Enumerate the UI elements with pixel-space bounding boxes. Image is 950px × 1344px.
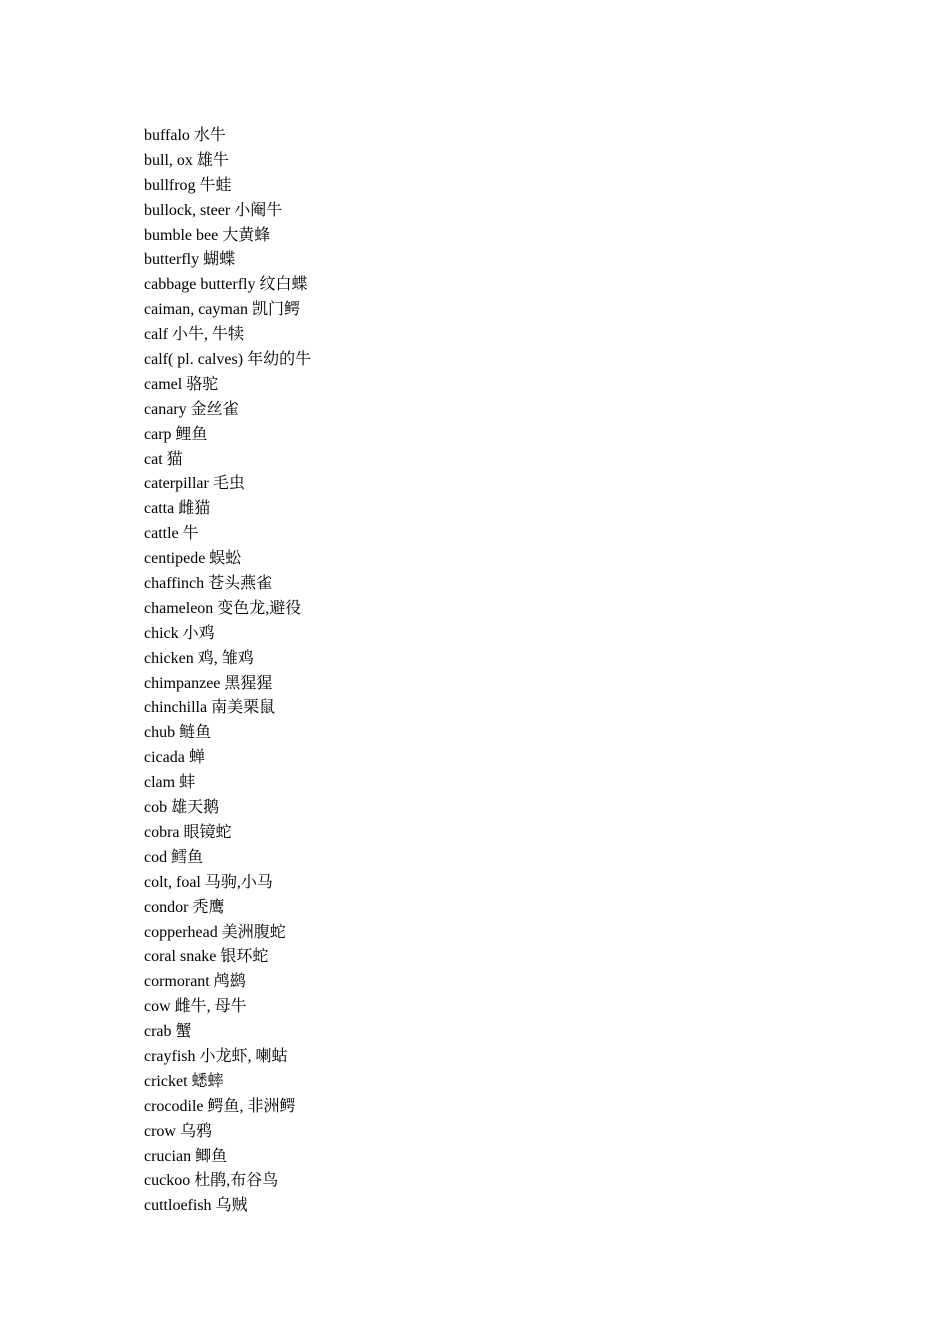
chinese-translation: 乌贼 [215,1197,248,1215]
english-term: centipede [144,550,206,568]
english-term: cabbage butterfly [144,276,256,294]
chinese-translation: 牛 [182,525,199,543]
english-term: buffalo [144,127,190,144]
vocabulary-entry [144,696,311,721]
chinese-translation: 鲢鱼 [179,724,212,742]
chinese-translation: 银环蛇 [220,948,269,966]
chinese-translation: 金丝雀 [190,400,239,418]
vocabulary-entry [144,771,311,796]
chinese-translation: 黑猩猩 [224,674,273,692]
english-term: caiman, cayman [144,301,248,319]
vocabulary-entry [144,323,311,348]
vocabulary-entry [144,1045,311,1070]
vocabulary-entry [144,472,311,497]
english-term: catta [144,500,175,518]
chinese-translation: 雌牛, 母牛 [174,998,247,1016]
vocabulary-entry [144,1070,311,1095]
english-term: bullfrog [144,176,196,194]
chinese-translation: 小阉牛 [234,201,283,219]
chinese-translation: 马驹,小马 [204,873,273,891]
vocabulary-entry [144,1194,311,1219]
english-term: calf( pl. calves) [144,351,244,369]
english-term: carp [144,425,172,443]
chinese-translation: 大黄蜂 [222,226,271,244]
chinese-translation: 杜鹃,布谷鸟 [194,1172,279,1190]
english-term: bull, ox [144,151,193,169]
chinese-translation: 蝴蝶 [203,251,236,269]
chinese-translation: 鸬鹚 [213,973,246,991]
chinese-translation: 年幼的牛 [247,351,312,369]
vocabulary-entry [144,547,311,572]
vocabulary-entry [144,572,311,597]
english-term: chick [144,624,179,642]
english-term: cuttloefish [144,1197,212,1215]
chinese-translation: 蟹 [175,1023,192,1041]
english-term: chameleon [144,599,214,617]
chinese-translation: 小鸡 [182,624,215,642]
english-term: crayfish [144,1047,196,1065]
vocabulary-entry [144,995,311,1020]
vocabulary-entry [144,423,311,448]
english-term: cicada [144,749,185,767]
chinese-translation: 水牛 [193,127,226,144]
vocabulary-entry [144,921,311,946]
vocabulary-entry [144,497,311,522]
chinese-translation: 蚌 [179,774,196,792]
chinese-translation: 雄天鹅 [171,799,220,817]
english-term: cobra [144,823,180,841]
vocabulary-entry [144,821,311,846]
vocabulary-entry [144,298,311,323]
vocabulary-entry [144,124,311,149]
vocabulary-entry [144,398,311,423]
chinese-translation: 小龙虾, 喇蛄 [199,1047,288,1065]
chinese-translation: 鸡, 雏鸡 [197,649,254,667]
chinese-translation: 乌鸦 [179,1122,212,1140]
english-term: camel [144,375,183,393]
english-term: cattle [144,525,179,543]
english-term: crab [144,1023,172,1041]
chinese-translation: 眼镜蛇 [183,823,232,841]
vocabulary-entry [144,174,311,199]
chinese-translation: 鳄鱼, 非洲鳄 [207,1097,296,1115]
vocabulary-entry [144,970,311,995]
vocabulary-entry [144,945,311,970]
vocabulary-entry [144,846,311,871]
chinese-translation: 雌猫 [178,500,211,518]
vocabulary-entry [144,1120,311,1145]
vocabulary-entry [144,796,311,821]
chinese-translation: 小牛, 牛犊 [171,326,244,344]
english-term: chimpanzee [144,674,221,692]
vocabulary-entry [144,522,311,547]
english-term: calf [144,326,168,344]
chinese-translation: 鲤鱼 [175,425,208,443]
vocabulary-entry [144,448,311,473]
vocabulary-entry [144,622,311,647]
chinese-translation: 南美栗鼠 [211,699,276,717]
vocabulary-entry [144,199,311,224]
chinese-translation: 变色龙,避役 [217,599,302,617]
english-term: chaffinch [144,575,205,593]
english-term: cow [144,998,171,1016]
vocabulary-entry [144,1020,311,1045]
english-term: cuckoo [144,1172,191,1190]
chinese-translation: 骆驼 [186,375,219,393]
english-term: colt, foal [144,873,201,891]
chinese-translation: 蟋蟀 [191,1072,224,1090]
english-term: cricket [144,1072,188,1090]
vocabulary-entry [144,672,311,697]
english-term: chub [144,724,176,742]
english-term: cob [144,799,168,817]
english-term: caterpillar [144,475,209,493]
chinese-translation: 雄牛 [196,151,229,169]
english-term: chinchilla [144,699,208,717]
chinese-translation: 蝉 [188,749,205,767]
chinese-translation: 凯门鳄 [251,301,300,319]
vocabulary-entry [144,149,311,174]
chinese-translation: 鲫鱼 [195,1147,228,1165]
chinese-translation: 蜈蚣 [209,550,242,568]
english-term: bumble bee [144,226,219,244]
english-term: cormorant [144,973,210,991]
vocabulary-entry [144,273,311,298]
vocabulary-entry [144,348,311,373]
chinese-translation: 牛蛙 [199,176,232,194]
english-term: bullock, steer [144,201,231,219]
chinese-translation: 秃鹰 [192,898,225,916]
vocabulary-entry [144,1095,311,1120]
english-term: cat [144,450,163,468]
chinese-translation: 纹白蝶 [259,276,308,294]
vocabulary-entry [144,1169,311,1194]
vocabulary-entry [144,871,311,896]
chinese-translation: 苍头燕雀 [208,575,273,593]
english-term: chicken [144,649,194,667]
english-term: crocodile [144,1097,204,1115]
english-term: crow [144,1122,176,1140]
vocabulary-entry [144,721,311,746]
english-term: canary [144,400,187,418]
vocabulary-entry [144,597,311,622]
chinese-translation: 猫 [166,450,183,468]
english-term: butterfly [144,251,200,269]
vocabulary-entry [144,248,311,273]
vocabulary-entry [144,224,311,249]
english-term: condor [144,898,189,916]
english-term: crucian [144,1147,192,1165]
chinese-translation: 鳕鱼 [171,848,204,866]
chinese-translation: 毛虫 [212,475,245,493]
vocabulary-entry [144,373,311,398]
vocabulary-entry [144,896,311,921]
vocabulary-entry [144,647,311,672]
english-term: cod [144,848,168,866]
english-term: clam [144,774,176,792]
vocabulary-entry [144,746,311,771]
vocabulary-entry [144,1145,311,1170]
english-term: coral snake [144,948,217,966]
english-term: copperhead [144,923,218,941]
chinese-translation: 美洲腹蛇 [221,923,286,941]
vocabulary-list [144,124,311,1219]
